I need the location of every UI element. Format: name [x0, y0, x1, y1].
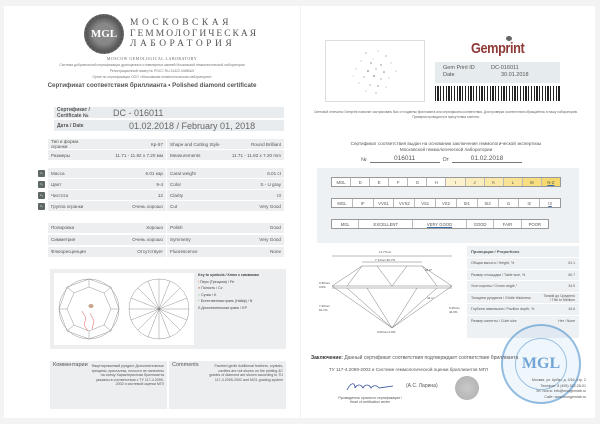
feather-icon: /	[198, 279, 199, 284]
signature-icon	[345, 380, 395, 394]
system-line: Система добровольной сертификации драгоценных и ювелирных камней Московской геммологической лаборатории	[59, 63, 245, 67]
date-row: Дата / Date 01.02.2018 / February 01, 2018	[54, 120, 284, 131]
blue-stamp: MGL	[501, 324, 581, 404]
lab-english-name: MOSCOW GEMOLOGICAL LABORATORY	[106, 56, 198, 61]
table-row: Флюоресценция Отсутствует Fluorescence None	[48, 246, 284, 257]
lab-address: Москва, ул. Арбат, д. 3/16, стр. 2 Телефон: 8 (495) 322-28-01 Эл. почта: info@mosgemlab.ru Сайт: www.mosgemlab.ru	[531, 378, 586, 399]
scale-item: L	[504, 178, 523, 186]
scale-item: I1	[499, 199, 520, 207]
grade-icon: C₁	[39, 171, 44, 175]
scale-item: MGL	[332, 178, 351, 186]
certificate-date: 01.02.2018 / February 01, 2018	[129, 120, 256, 131]
scale-item: MGL	[332, 220, 359, 228]
scale-item: K	[485, 178, 504, 186]
scale-item: VVS1	[374, 199, 395, 207]
tu-standard: ТУ 117-4.2099-2002 и Системе геммологической оценки бриллиантов МГЛ	[329, 367, 488, 372]
gemprint-date: 30.01.2018	[501, 72, 529, 78]
table-row: Размер площадки / Table size, % 60.7	[467, 269, 579, 281]
scale-item: EXCELLENT	[359, 220, 413, 228]
signer-name: (А.С. Ларина)	[406, 383, 438, 389]
proportions-table: Пропорции / Proportions Общая высота / Height, % 61.1 Размер площадки / Table size, % 60.7 Угол короны / Crown angle,° 34.9 Толщина рундиста / Girdle thickness Тонкий до Среднего / Thin to Medium Глубина павильона / Pavilion depth, % 44.6 Размер калетты / Culet size Нет / None	[467, 246, 579, 338]
key-item-knot: ○ Сучок / K	[198, 292, 217, 297]
certificate-number-row: Сертификат / Certificate № DC - 016011	[54, 107, 284, 118]
grade-icon: C₁	[39, 193, 44, 197]
grades-table	[39, 168, 284, 212]
table-row: C₁ Масса 6.01 кар Carat weight 6.01 ct	[48, 168, 284, 178]
scale-item: G	[408, 178, 427, 186]
scale-item: VERY GOOD	[413, 220, 467, 228]
scale-item: F	[389, 178, 408, 186]
table-row: Тип и форма огранки Кр-57 Shape and Cutting Style Round Brilliant	[48, 139, 284, 149]
mgl-seal-icon: MGL	[84, 14, 124, 54]
barcode	[435, 86, 560, 101]
conclusion: Заключение: Данный сертификат соответствия подтверждает соответствие бриллианта	[311, 355, 519, 361]
scale-item: VS2	[436, 199, 457, 207]
scale-item: FAIR	[494, 220, 521, 228]
gemprint-note: Световой отпечаток Gemprint позволит застраховать Вас от подмены бриллианта или сертификата соответствия. Для проверки соответствия обращайтесь в нашу лабораторию. Проверка проводится в присутствии клиента.	[314, 110, 578, 119]
table-row: Глубина павильона / Pavilion depth, % 44.6	[467, 303, 579, 315]
certificate-right-page	[301, 6, 595, 418]
scale-item: I	[446, 178, 465, 186]
table-row: Размер калетты / Culet size Нет / None	[467, 315, 579, 327]
grade-icon: C₁	[39, 204, 44, 208]
registration-line: Регистрационный номер № РОСС RU.31422.04ИБШ0	[109, 69, 195, 73]
scale-item: VS1	[415, 199, 436, 207]
certificate-left-page	[4, 6, 300, 418]
scale-item: I2	[519, 199, 540, 207]
gemprint-fingerprint-image	[325, 40, 425, 102]
table-row: Общая высота / Height, % 61.1	[467, 257, 579, 269]
comments-ru: Комментарии Фацетированный рундист Дополнительные трещины, кристаллы, полости не нанесены на схему Характеристики бриллианта указаны в соответствии с ТУ 117-4.2099-2002 и системой оценки МГЛ	[50, 361, 167, 409]
signer-role: Руководитель органа по сертификации / Head of certification center	[338, 396, 402, 405]
plotting-section	[50, 269, 286, 349]
expertise-number: 016011	[370, 155, 440, 163]
expertise-number-line: № 016011 От 01.02.2018	[361, 155, 522, 163]
scale-item: J	[466, 178, 485, 186]
grade-icon: C₁	[39, 182, 44, 186]
gemprint-id-box: Gem Print ID DC-016011 Date 30.01.2018	[435, 62, 560, 83]
lab-title: МОСКОВСКАЯ ГЕММОЛОГИЧЕСКАЯ ЛАБОРАТОРИЯ	[130, 18, 259, 50]
scale-item: D	[351, 178, 370, 186]
scale-item: H	[427, 178, 446, 186]
clarity-scale	[331, 198, 561, 208]
key-item-feather: / Перо (Трещина) / Ftr	[198, 279, 235, 284]
cut-scale	[331, 219, 549, 229]
scale-item: MGL	[332, 199, 353, 207]
table-row: C₁ Группа огранки Очень хорошо Cut Very Good	[48, 201, 284, 211]
key-item-natural: ^ Естественная грань (Найф) / N	[198, 299, 253, 303]
table-row: Размеры 11.71 - 11.82 x 7.20 мм Measurements 11.71 - 11.82 x 7.20 mm	[48, 150, 284, 160]
issued-statement: Сертификат соответствия выдан на основании заключения геммологической экспертизы Московской геммологической лаборатории	[350, 141, 542, 152]
gray-seal-icon	[455, 376, 479, 400]
scale-item: E	[370, 178, 389, 186]
scale-item: SI2	[478, 199, 499, 207]
knot-icon: ○	[198, 292, 201, 297]
table-row: Толщина рундиста / Girdle thickness Тонкий до Среднего / Thin to Medium	[467, 292, 579, 304]
scale-item: POOR	[528, 221, 541, 227]
table-row: C₁ Чистота 12 Clarity I3	[48, 190, 284, 200]
scale-item: SI1	[457, 199, 478, 207]
color-scale	[331, 177, 561, 187]
gemprint-id: DC-016011	[491, 65, 519, 71]
table-row: Полировка Хорошо Polish Good	[48, 222, 284, 233]
table-row: C₁ Цвет 9-4 Color S - U gray	[48, 179, 284, 189]
cavity-icon: ●	[198, 286, 201, 290]
key-item-extra-facet: Λ Дополнительная грань / EP	[198, 305, 247, 310]
diamond-plot-icon	[54, 273, 194, 345]
lab-logo	[84, 14, 258, 54]
finish-table	[48, 222, 284, 258]
scale-item: IF	[353, 199, 374, 207]
scale-item: VVS2	[394, 199, 415, 207]
plotting-diagram	[54, 273, 194, 345]
key-to-symbols: Key to symbols / Ключ к символам / Перо (Трещина) / Ftr ● Полость / Cv ○ Сучок / K ^ Естественная грань (Найф) / N Λ Дополнительная грань / EP	[198, 273, 259, 310]
scale-item: M	[523, 178, 542, 186]
light-pattern-icon	[326, 41, 426, 103]
natural-icon: ^	[198, 299, 200, 303]
key-item-cavity: ● Полость / Cv	[198, 286, 223, 290]
certificate-heading: Сертификат соответствия бриллианта • Polished diamond certificate	[47, 82, 257, 89]
scale-item: GOOD	[467, 220, 494, 228]
scale-item: I3	[548, 200, 552, 206]
comments-en: Comments Faceted girdle Additional feathers, crystals, cavities are not shown on the plotting 4C grades of diamond are shown according to TU 117-4.2099-2002 and MGL grading system	[169, 361, 286, 409]
shape-table	[48, 139, 284, 161]
proportions-diagram: 11.77mm 7.14mm 60.7% 34.9° 0.36mm 3.0% 7.20mm 61.1% 41.1° 5.25mm 44.6% 0.00mm 0.0%	[317, 246, 467, 336]
table-row: Симметрия Очень хорошо Symmetry Very Good	[48, 234, 284, 245]
expertise-date: 01.02.2018	[452, 155, 522, 163]
scale-item: N-Z	[542, 178, 560, 186]
comments-section	[50, 361, 286, 409]
gemprint-brand: Gemprint	[471, 40, 525, 57]
authority-line: Орган по сертификации ООО «Московская геммологическая лаборатория»	[92, 75, 212, 79]
table-row: Угол короны / Crown angle,° 34.9	[467, 280, 579, 292]
extra-facet-icon: Λ	[198, 305, 201, 310]
certificate-number: DC - 016011	[113, 107, 164, 118]
